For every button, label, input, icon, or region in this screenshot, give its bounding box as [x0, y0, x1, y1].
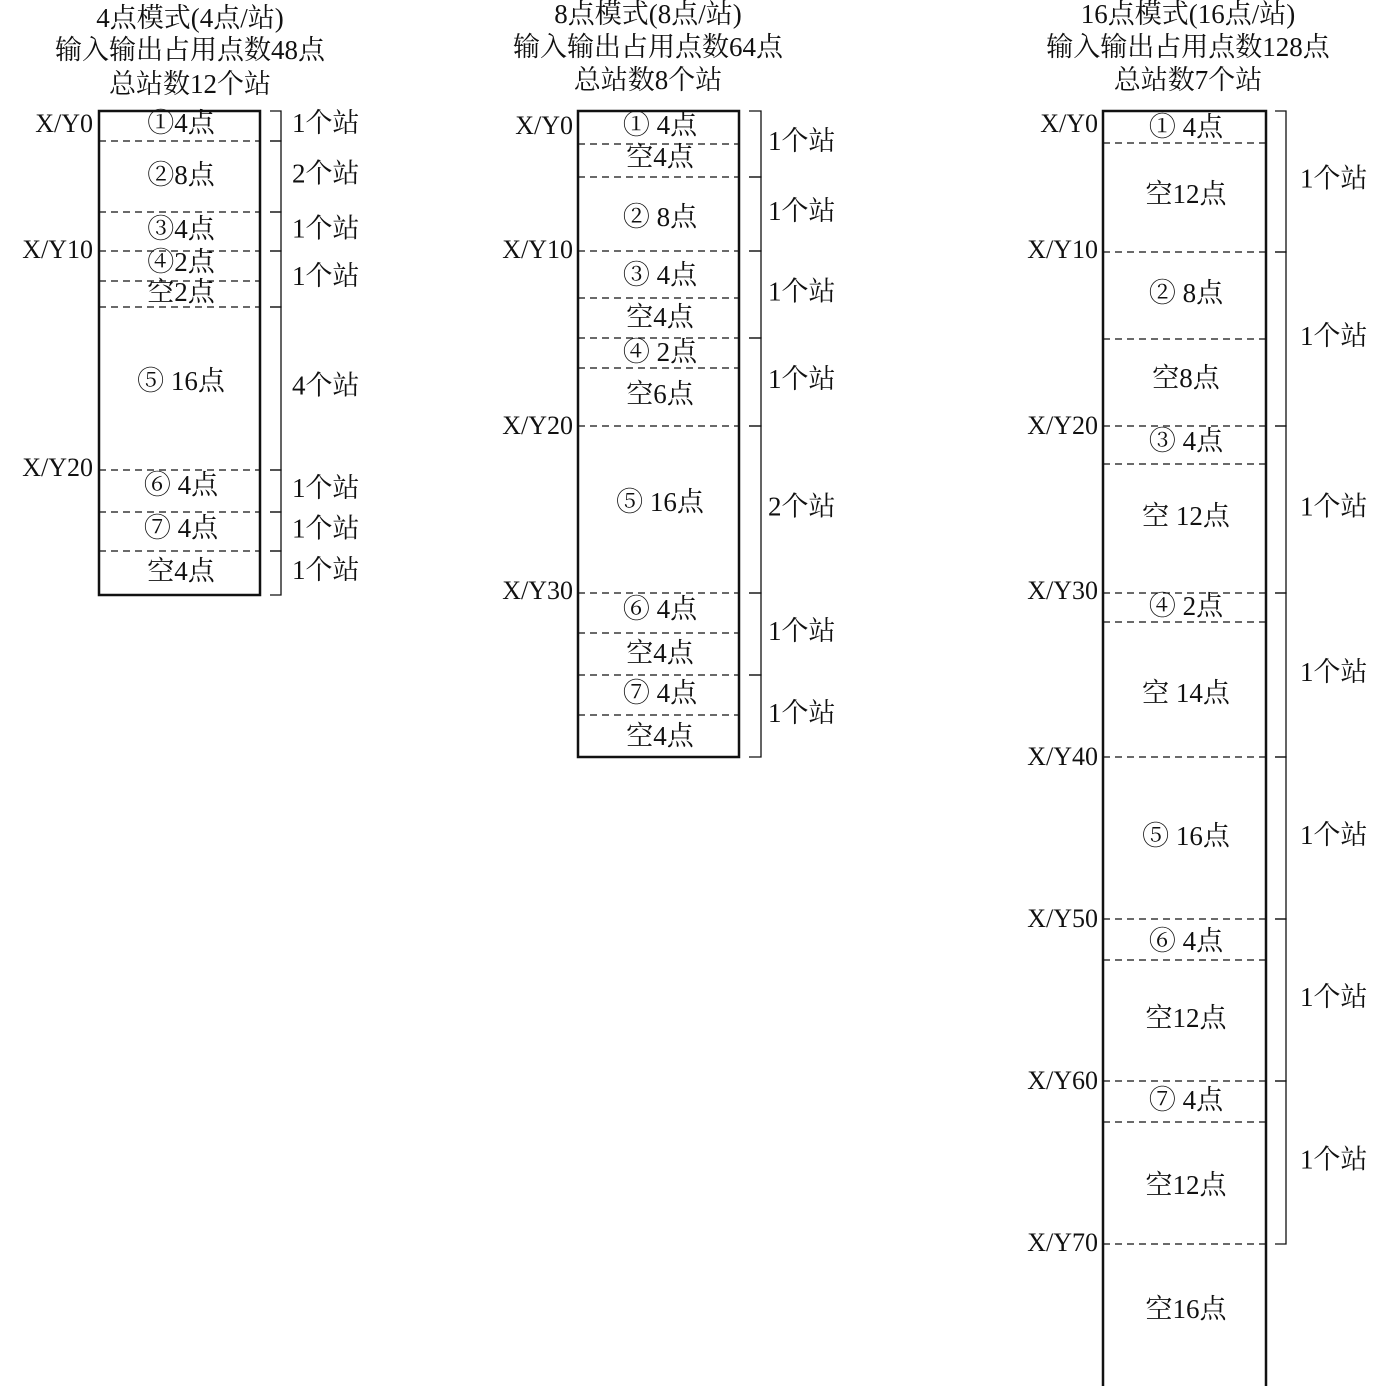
station-bracket	[749, 593, 761, 675]
station-count-label: 1个站	[292, 108, 360, 139]
point-allocation-cell: ②8点	[147, 160, 215, 191]
address-label: X/Y10	[1027, 234, 1098, 264]
address-label: X/Y50	[1027, 903, 1098, 933]
station-count-label: 1个站	[768, 364, 836, 395]
station-bracket	[270, 470, 281, 512]
station-count-label: 1个站	[292, 555, 360, 586]
station-count-label: 1个站	[768, 196, 836, 227]
address-label: X/Y60	[1027, 1065, 1098, 1095]
station-count-label: 2个站	[768, 491, 836, 522]
station-count-label: 1个站	[1300, 982, 1368, 1013]
point-allocation-cell: ⑥ 4点	[143, 470, 219, 501]
station-count-label: 1个站	[1300, 657, 1368, 688]
point-allocation-cell: 空4点	[147, 556, 215, 587]
point-allocation-cell: 空4点	[626, 721, 694, 752]
point-allocation-cell: 空12点	[1145, 1003, 1227, 1034]
station-count-label: 1个站	[1300, 163, 1368, 194]
station-bracket	[749, 111, 761, 177]
address-label: X/Y0	[1040, 108, 1098, 138]
station-bracket	[1275, 1081, 1286, 1244]
station-bracket	[270, 551, 281, 595]
station-bracket	[1275, 757, 1286, 919]
column-heading-line: 输入输出占用点数64点	[513, 32, 783, 63]
station-bracket	[1275, 426, 1286, 593]
point-allocation-cell: 空 12点	[1142, 501, 1230, 532]
point-allocation-cell: 空4点	[626, 638, 694, 669]
station-bracket	[749, 251, 761, 338]
point-allocation-cell: ③ 4点	[1148, 426, 1224, 457]
point-allocation-cell: ⑤ 16点	[616, 487, 704, 518]
station-bracket	[1275, 919, 1286, 1081]
station-bracket	[749, 338, 761, 426]
column-heading-line: 输入输出占用点数48点	[55, 35, 325, 66]
station-bracket	[749, 426, 761, 593]
station-bracket	[270, 251, 281, 307]
point-allocation-cell: 空4点	[626, 142, 694, 173]
address-label: X/Y30	[502, 575, 573, 605]
station-bracket	[270, 212, 281, 251]
point-allocation-cell: ④2点	[147, 247, 215, 278]
point-allocation-cell: ①4点	[147, 108, 215, 139]
point-allocation-cell: 空8点	[1152, 363, 1220, 394]
point-allocation-cell: ⑤ 16点	[1142, 821, 1230, 852]
point-allocation-cell: ② 8点	[1148, 278, 1224, 309]
point-allocation-cell: ④ 2点	[622, 337, 698, 368]
station-bracket	[270, 111, 281, 141]
address-label: X/Y10	[22, 234, 93, 264]
point-allocation-cell: ⑦ 4点	[143, 513, 219, 544]
point-allocation-cell: ① 4点	[1148, 112, 1224, 143]
point-allocation-cell: ③ 4点	[622, 260, 698, 291]
point-allocation-cell: ⑦ 4点	[622, 678, 698, 709]
station-bracket	[749, 675, 761, 757]
station-count-label: 1个站	[292, 473, 360, 504]
station-count-label: 2个站	[292, 158, 360, 189]
station-count-label: 1个站	[768, 698, 836, 729]
point-allocation-cell: 空16点	[1145, 1294, 1227, 1325]
station-bracket	[270, 307, 281, 470]
station-bracket	[1275, 593, 1286, 757]
station-count-label: 1个站	[292, 513, 360, 544]
station-count-label: 1个站	[1300, 321, 1368, 352]
address-label: X/Y70	[1027, 1227, 1098, 1257]
station-count-label: 1个站	[292, 213, 360, 244]
point-allocation-cell: 空6点	[626, 379, 694, 410]
point-allocation-cell: ① 4点	[622, 110, 698, 141]
point-allocation-cell: ⑤ 16点	[137, 366, 225, 397]
station-count-label: 1个站	[1300, 1144, 1368, 1175]
point-allocation-cell: 空4点	[626, 302, 694, 333]
address-label: X/Y40	[1027, 741, 1098, 771]
station-count-label: 1个站	[768, 276, 836, 307]
station-count-label: 1个站	[292, 261, 360, 292]
column-heading-line: 总站数8个站	[573, 65, 723, 96]
point-allocation-cell: ④ 2点	[1148, 591, 1224, 622]
point-allocation-cell: 空2点	[147, 277, 215, 308]
column-heading-line: 16点模式(16点/站)	[1080, 0, 1296, 30]
column-heading-line: 8点模式(8点/站)	[554, 0, 742, 30]
point-allocation-cell: 空 14点	[1142, 678, 1230, 709]
address-label: X/Y0	[515, 110, 573, 140]
station-bracket	[1275, 111, 1286, 252]
address-label: X/Y0	[35, 108, 93, 138]
station-count-label: 4个站	[292, 370, 360, 401]
station-count-label: 1个站	[1300, 820, 1368, 851]
station-count-label: 1个站	[1300, 491, 1368, 522]
column-heading-line: 4点模式(4点/站)	[96, 3, 284, 34]
station-count-label: 1个站	[768, 126, 836, 157]
station-count-label: 1个站	[768, 616, 836, 647]
station-bracket	[270, 512, 281, 551]
address-label: X/Y20	[22, 452, 93, 482]
station-bracket	[270, 141, 281, 212]
point-allocation-cell: ③4点	[147, 214, 215, 245]
address-label: X/Y10	[502, 234, 573, 264]
point-allocation-cell: 空12点	[1145, 179, 1227, 210]
address-label: X/Y20	[502, 410, 573, 440]
station-bracket	[749, 177, 761, 251]
address-label: X/Y30	[1027, 575, 1098, 605]
point-allocation-cell: ⑥ 4点	[1148, 926, 1224, 957]
point-allocation-cell: 空12点	[1145, 1170, 1227, 1201]
point-allocation-cell: ② 8点	[622, 202, 698, 233]
address-label: X/Y20	[1027, 410, 1098, 440]
column-heading-line: 输入输出占用点数128点	[1046, 32, 1330, 63]
column-heading-line: 总站数7个站	[1113, 65, 1263, 96]
point-allocation-cell: ⑥ 4点	[622, 594, 698, 625]
column-heading-line: 总站数12个站	[109, 69, 271, 100]
station-bracket	[1275, 252, 1286, 426]
point-allocation-cell: ⑦ 4点	[1148, 1085, 1224, 1116]
